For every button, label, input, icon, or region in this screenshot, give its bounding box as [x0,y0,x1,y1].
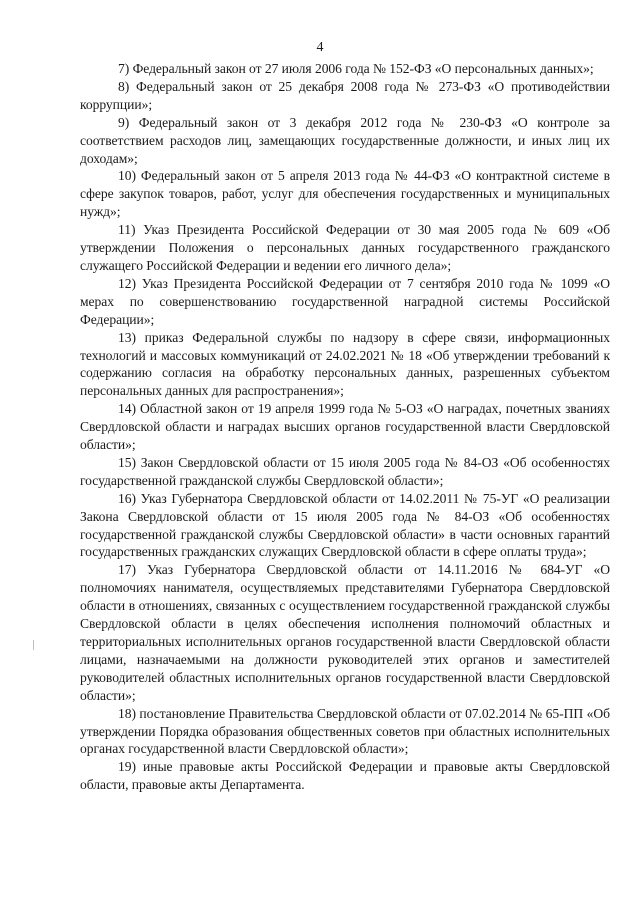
list-item: 7) Федеральный закон от 27 июля 2006 года № 152-ФЗ «О персональных данных»; [118,61,594,76]
list-item: 17) Указ Губернатора Свердловской области от 14.11.2016 № 684-УГ «О полномочиях нанимателя, осуществляемых представителями Губернатора Свердловской области в отношениях, связанных с осуществлением государственной гражданской службы Свердловской области в целях обеспечения исполнения полномочий областных и территориальных исполнительных органов государственной власти Свердловской области лицами, назначаемыми на должности руководителей этих органов и заместителей руководителей областных исполнительных органов государственной власти Свердловской области»; [80,562,610,703]
list-item: 18) постановление Правительства Свердловской области от 07.02.2014 № 65-ПП «Об утверждении Порядка образования общественных советов при областных исполнительных органах государственной власти Свердловской области»; [80,705,610,757]
list-item: 15) Закон Свердловской области от 15 июля 2005 года № 84-ОЗ «Об особенностях государственной гражданской службы Свердловской области»; [80,454,610,488]
list-item: 13) приказ Федеральной службы по надзору в сфере связи, информационных технологий и массовых коммуникаций от 24.02.2021 № 18 «Об утверждении требований к содержанию согласия на обработку персональных данных, разрешенных субъектом персональных данных для распространения»; [80,329,610,399]
list-item: 10) Федеральный закон от 5 апреля 2013 года № 44-ФЗ «О контрактной системе в сфере закупок товаров, работ, услуг для обеспечения государственных и муниципальных нужд»; [80,168,610,220]
list-item: 9) Федеральный закон от 3 декабря 2012 года № 230-ФЗ «О контроле за соответствием расходов лиц, замещающих государственные должности, и иных лиц их доходам»; [80,114,610,166]
list-item: 16) Указ Губернатора Свердловской области от 14.02.2011 № 75-УГ «О реализации Закона Свердловской области от 15 июля 2005 года № 84-ОЗ «Об особенностях государственной гражданской службы Свердловской области» в части основных гарантий государственных гражданских служащих Свердловской области в сфере оплаты труда»; [80,490,610,560]
list-item: 12) Указ Президента Российской Федерации от 7 сентября 2010 года № 1099 «О мерах по совершенствованию государственной наградной системы Российской Федерации»; [80,275,610,327]
margin-scan-mark [33,640,34,650]
page-number: 4 [316,40,324,55]
legal-acts-list [80,60,610,794]
list-item: 14) Областной закон от 19 апреля 1999 года № 5-ОЗ «О наградах, почетных званиях Свердловской области и наградах высших органов государственной власти Свердловской области»; [80,401,610,453]
list-item: 8) Федеральный закон от 25 декабря 2008 года № 273-ФЗ «О противодействии коррупции»; [80,78,610,112]
list-item: 19) иные правовые акты Российской Федерации и правовые акты Свердловской области, правовые акты Департамента. [80,759,610,793]
list-item: 11) Указ Президента Российской Федерации от 30 мая 2005 года № 609 «Об утверждении Положения о персональных данных государственного гражданского служащего Российской Федерации и ведении его личного дела»; [80,222,610,273]
